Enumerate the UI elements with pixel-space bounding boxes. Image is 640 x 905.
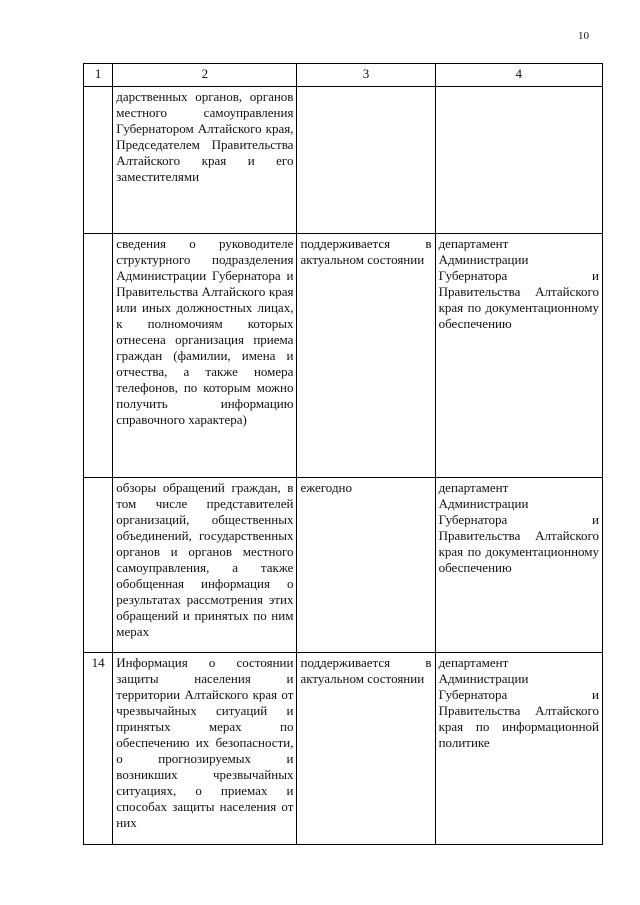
info-cell: обзоры обращений граждан, в том числе представителей организаций, общественных объединений, государственных органов и органов местного самоуправления, а также обобщенная информация о результатах рассмотрения этих обращений и принятых по ним мерах — [113, 478, 297, 653]
frequency-cell: ежегодно — [297, 478, 435, 653]
info-cell: Информация о состоянии защиты населения и территории Алтайского края от чрезвычайных ситуаций и принятых мерах по обеспечению их безопасности, о прогнозируемых и возникших чрезвычайных ситуациях, о приемах и способах защиты населения от них — [113, 653, 297, 845]
frequency-cell: поддерживается в актуальном состоянии — [297, 234, 435, 478]
header-cell-3: 3 — [297, 64, 435, 87]
info-cell: сведения о руководителе структурного подразделения Администрации Губернатора и Правительства Алтайского края или иных должностных лицах, к полномочиям которых отнесена организация приема граждан (фамилии, имена и отчества, а также номера телефонов, по которым можно получить информацию справочного характера) — [113, 234, 297, 478]
row-number-cell — [84, 234, 113, 478]
responsible-cell — [435, 87, 602, 234]
table-row — [84, 87, 603, 234]
header-cell-2: 2 — [113, 64, 297, 87]
frequency-cell: поддерживается в актуальном состоянии — [297, 653, 435, 845]
header-cell-1: 1 — [84, 64, 113, 87]
row-number-cell — [84, 87, 113, 234]
header-row — [84, 64, 603, 87]
page-number: 10 — [578, 30, 589, 42]
responsible-cell: департамент Администрации Губернатора и Правительства Алтайского края по информационной политике — [435, 653, 602, 845]
document-table — [83, 63, 603, 845]
info-cell: дарственных органов, органов местного самоуправления Губернатором Алтайского края, Председателем Правительства Алтайского края и его заместителями — [113, 87, 297, 234]
table-row — [84, 653, 603, 845]
responsible-cell: департамент Администрации Губернатора и Правительства Алтайского края по документационному обеспечению — [435, 478, 602, 653]
table-row — [84, 478, 603, 653]
frequency-cell — [297, 87, 435, 234]
row-number-cell — [84, 478, 113, 653]
header-cell-4: 4 — [435, 64, 602, 87]
responsible-cell: департамент Администрации Губернатора и Правительства Алтайского края по документационному обеспечению — [435, 234, 602, 478]
table-row — [84, 234, 603, 478]
row-number-cell: 14 — [84, 653, 113, 845]
